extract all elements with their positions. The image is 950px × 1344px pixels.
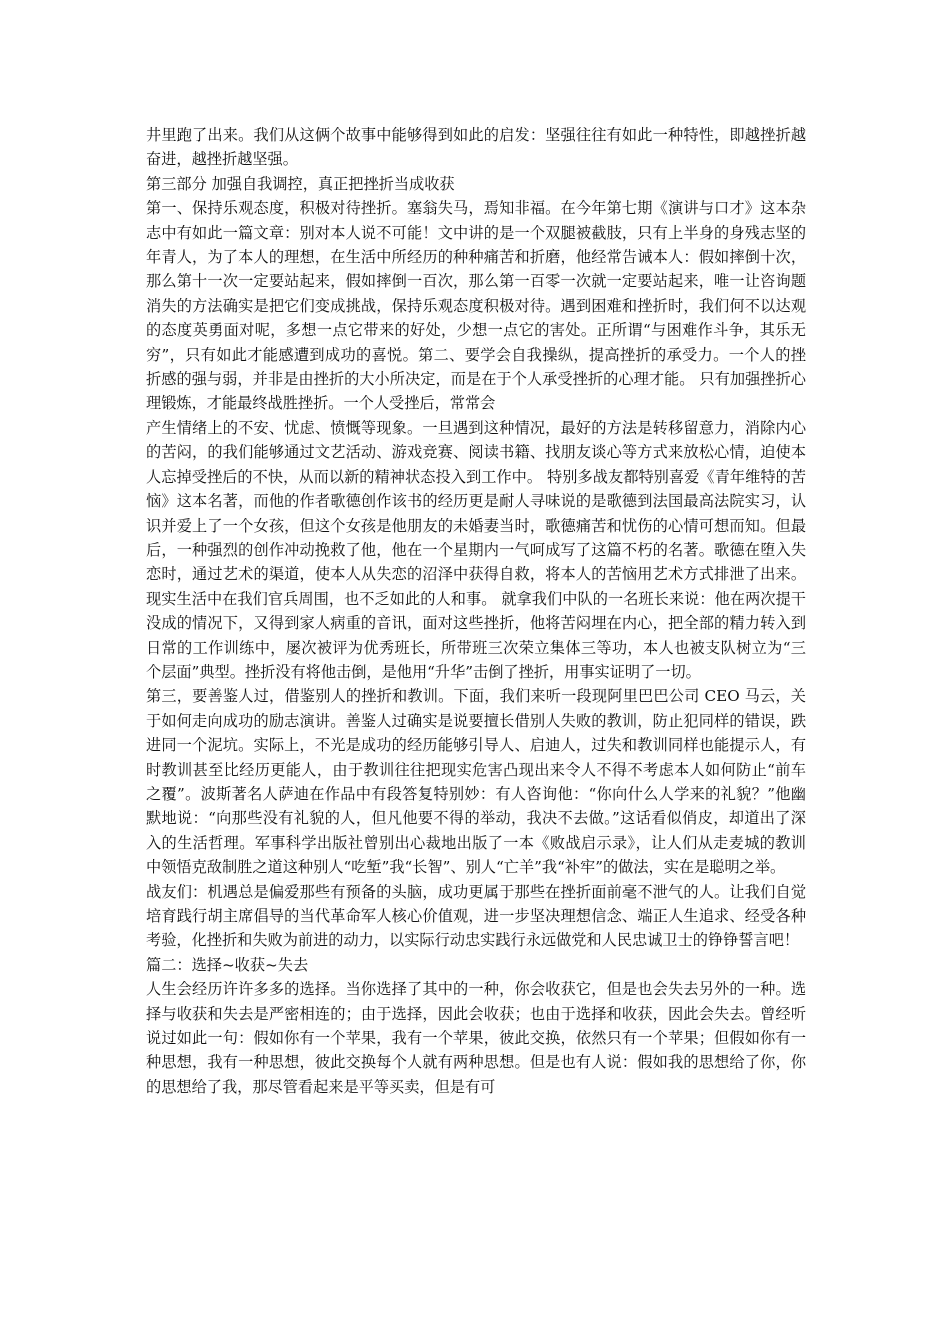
article-two-title: 篇二：选择~收获~失去 (146, 955, 309, 974)
paragraph-intro-continuation: 井里跑了出来。我们从这俩个故事中能够得到如此的启发：坚强往往有如此一种特性，即越挫折越奋进，越挫折越坚强。 (146, 126, 806, 169)
paragraph-optimism: 第一、保持乐观态度，积极对待挫折。塞翁失马，焉知非福。在今年第七期《演讲与口才》这本杂志中有如此一篇文章：别对本人说不可能！文中讲的是一个双腿被截肢，只有上半身的身残志坚的年青人，为了本人的理想，在生活中所经历的种种痛苦和折磨，他经常告诫本人：假如摔倒十次，那么第十一次一定要站起来，假如摔倒一百次，那么第一百零一次就一定要站起来，唯一让咨询题消失的方法确实是把它们变成挑战，保持乐观态度积极对待。遇到困难和挫折时，我们何不以达观的态度英勇面对呢，多想一点它带来的好处，少想一点它的害处。正所谓“与困难作斗争，其乐无穷”，只有如此才能感遭到成功的喜悦。第二、要学会自我操纵，提高挫折的承受力。一个人的挫折感的强与弱，并非是由挫折的大小所决定，而是在于个人承受挫折的心理才能。 只有加强挫折心理锻炼，才能最终战胜挫折。一个人受挫后，常常会 (146, 199, 806, 413)
paragraph-learn-from-others: 第三，要善鉴人过，借鉴别人的挫折和教训。下面，我们来听一段现阿里巴巴公司 CEO 马云，关于如何走向成功的励志演讲。善鉴人过确实是说要擅长借别人失败的教训，防止犯同样的错误，跌进同一个泥坑。实际上，不光是成功的经历能够引导人、启迪人，过失和教训同样也能提示人，有时教训甚至比经历更能人，由于教训往往把现实危害凸现出来令人不得不考虑本人如何防止“前车之覆”。波斯著名人萨迪在作品中有段答复特别妙：有人咨询他：“你向什么人学来的礼貌？”他幽默地说：“向那些没有礼貌的人，但凡他要不得的举动，我决不去做。”这话看似俏皮，却道出了深入的生活哲理。军事科学出版社曾别出心裁地出版了一本《败战启示录》，让人们从走麦城的教训中领悟克敌制胜之道这种别人“吃堑”我“长智”、别人“亡羊”我“补牢”的做法，实在是聪明之举。 (146, 687, 806, 877)
section-heading-part-three: 第三部分 加强自我调控，真正把挫折当成收获 (146, 174, 455, 193)
paragraph-emotion-management: 产生情绪上的不安、忧虑、愤慨等现象。一旦遇到这种情况，最好的方法是转移留意力，消除内心的苦闷，的我们能够通过文艺活动、游戏竞赛、阅读书籍、找朋友谈心等方式来放松心情，迫使本人忘掉受挫后的不快，从而以新的精神状态投入到工作中。 特别多战友都特别喜爱《青年维特的苦恼》这本名著，而他的作者歌德创作该书的经历更是耐人寻味说的是歌德到法国最高法院实习，认识并爱上了一个女孩，但这个女孩是他朋友的未婚妻当时，歌德痛苦和忧伤的心情可想而知。但最后，一种强烈的创作冲动挽救了他，他在一个星期内一气呵成写了这篇不朽的名著。歌德在堕入失恋时，通过艺术的渠道，使本人从失恋的沼泽中获得自救，将本人的苦恼用艺术方式排泄了出来。现实生活中在我们官兵周围，也不乏如此的人和事。 就拿我们中队的一名班长来说：他在两次提干没成的情况下，又得到家人病重的音讯，面对这些挫折，他将苦闷埋在内心，把全部的精力转入到日常的工作训练中，屡次被评为优秀班长，所带班三次荣立集体三等功，本人也被支队树立为“三个层面”典型。挫折没有将他击倒，是他用“升华”击倒了挫折，用事实证明了一切。 (146, 418, 806, 681)
paragraph-choice-gain-loss: 人生会经历许许多多的选择。当你选择了其中的一种，你会收获它，但是也会失去另外的一种。选择与收获和失去是严密相连的；由于选择，因此会收获；也由于选择和收获，因此会失去。曾经听说过如此一句：假如你有一个苹果，我有一个苹果，彼此交换，依然只有一个苹果；但假如你有一种思想，我有一种思想，彼此交换每个人就有两种思想。但是也有人说：假如我的思想给了你，你的思想给了我，那尽管看起来是平等买卖，但是有可 (146, 980, 806, 1096)
paragraph-conclusion: 战友们：机遇总是偏爱那些有预备的头脑，成功更属于那些在挫折面前毫不泄气的人。让我们自觉培育践行胡主席倡导的当代革命军人核心价值观，进一步坚决理想信念、端正人生追求、经受各种考验，化挫折和失败为前进的动力，以实际行动忠实践行永远做党和人民忠诚卫士的铮铮誓言吧！ (146, 882, 806, 950)
document-body (146, 123, 806, 1099)
